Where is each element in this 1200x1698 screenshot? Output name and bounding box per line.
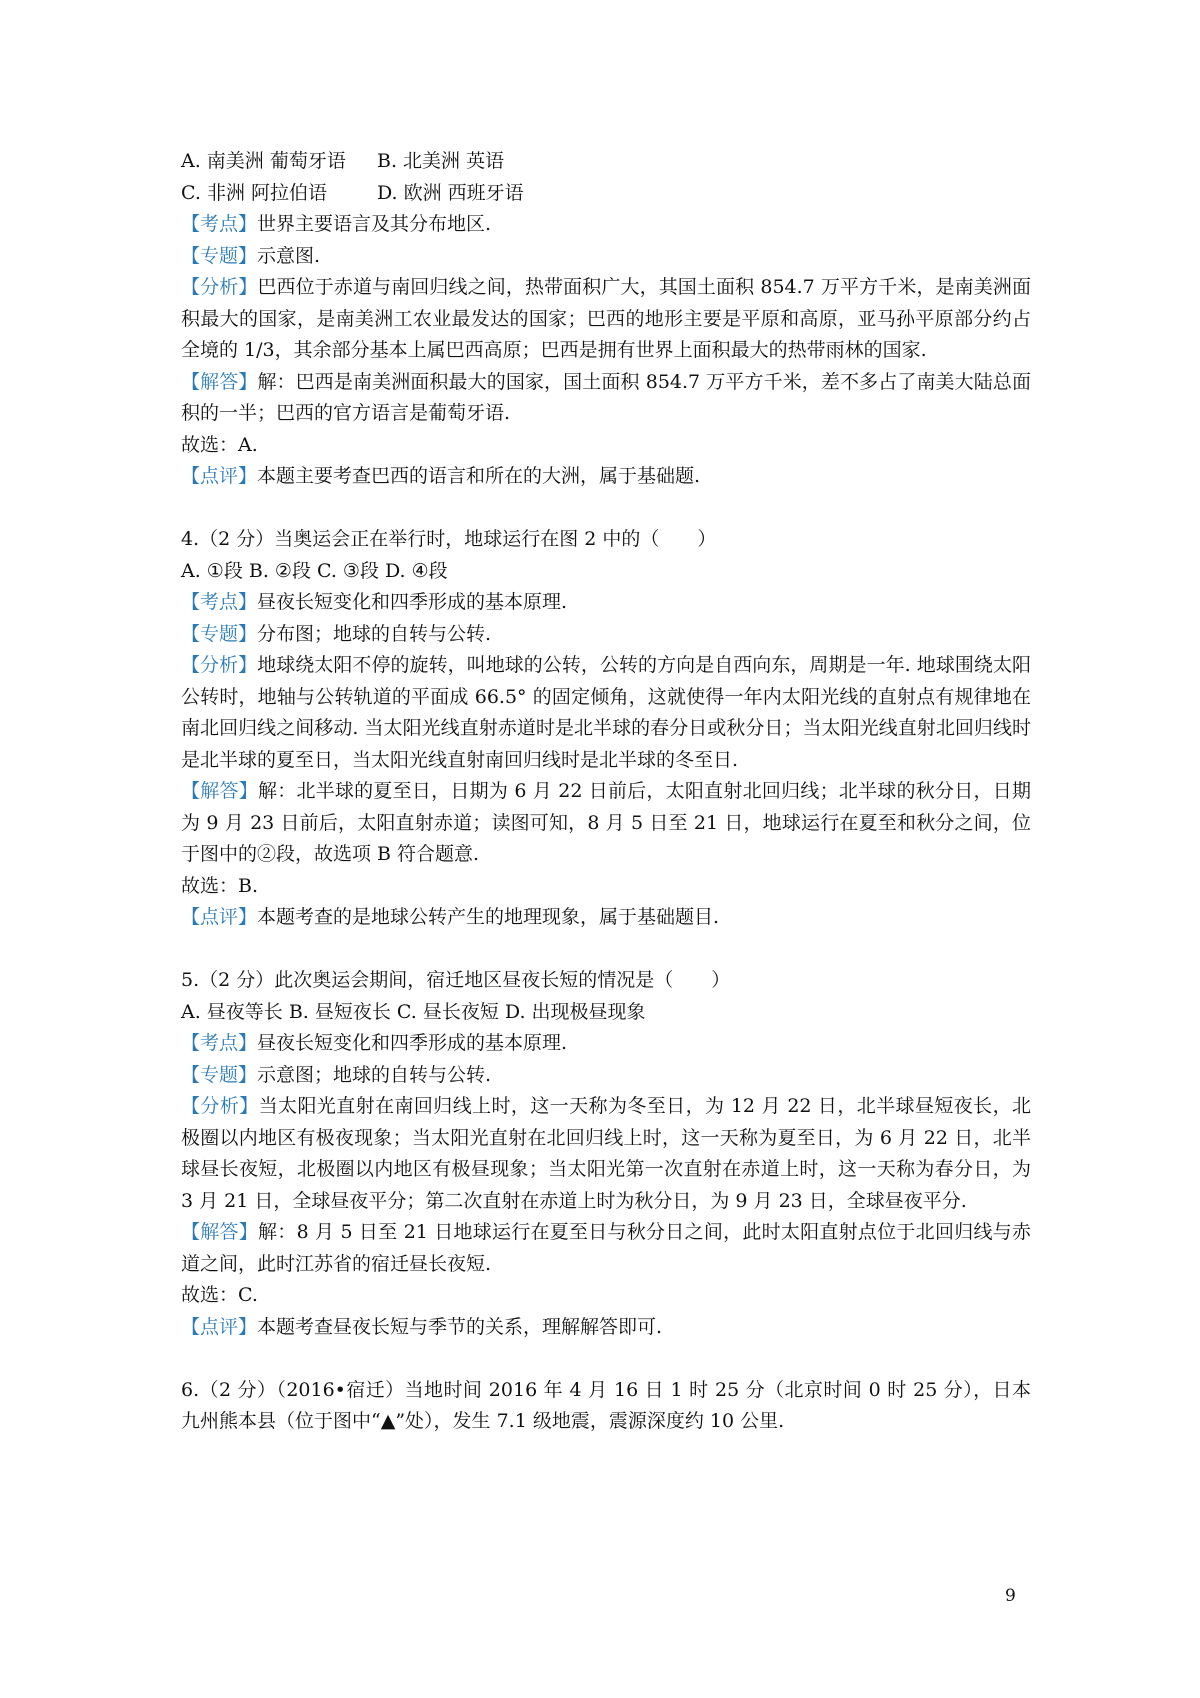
q3-options-row-1 <box>181 146 1031 178</box>
page-content <box>181 146 1031 1438</box>
kaodian-tag: 【考点】 <box>181 1032 258 1054</box>
q3-dianping <box>181 461 1031 493</box>
kaodian-text: 世界主要语言及其分布地区. <box>257 213 492 235</box>
q3-answer: 故选：A. <box>181 433 258 456</box>
q3-option-b: B. 北美洲 英语 <box>377 150 505 172</box>
q4-kaodian <box>181 587 1031 619</box>
q3-kaodian <box>181 209 1031 241</box>
kaodian-tag: 【考点】 <box>181 213 258 235</box>
dianping-text: 本题考查昼夜长短与季节的关系，理解解答即可. <box>257 1315 663 1338</box>
spacer <box>181 934 1031 966</box>
jieda-tag: 【解答】 <box>181 780 258 802</box>
dianping-tag: 【点评】 <box>181 906 258 928</box>
q3-option-a: A. 南美洲 葡萄牙语 <box>181 150 346 172</box>
q4-answer: 故选：B. <box>181 874 259 897</box>
page-number: 9 <box>1005 1586 1016 1606</box>
kaodian-tag: 【考点】 <box>181 591 258 613</box>
q5-answer: 故选：C. <box>181 1284 258 1306</box>
q5-dianping <box>181 1312 1031 1344</box>
kaodian-text: 昼夜长短变化和四季形成的基本原理. <box>257 591 568 613</box>
zhuanti-tag: 【专题】 <box>181 1063 258 1086</box>
zhuanti-text: 分布图；地球的自转与公转. <box>257 622 492 645</box>
dianping-tag: 【点评】 <box>181 1315 258 1338</box>
fenxi-tag: 【分析】 <box>181 276 258 298</box>
zhuanti-tag: 【专题】 <box>181 622 258 645</box>
q5-fenxi <box>181 1091 1031 1217</box>
jieda-text: 解：北半球的夏至日，日期为 6 月 22 日前后，太阳直射北回归线；北半球的秋分日，日期为 9 月 23 日前后，太阳直射赤道；读图可知，8 月 5 日至 21 日，地球运行在夏至和秋分之间，位于图中的②段，故选项 B 符合题意. <box>181 780 1031 865</box>
q5-jieda <box>181 1217 1031 1280</box>
q5-options: A. 昼夜等长 B. 昼短夜长 C. 昼长夜短 D. 出现极昼现象 <box>181 1000 646 1023</box>
q3-option-c: C. 非洲 阿拉伯语 <box>181 181 327 204</box>
q5-kaodian <box>181 1028 1031 1060</box>
dianping-tag: 【点评】 <box>181 465 258 487</box>
fenxi-tag: 【分析】 <box>181 1095 259 1117</box>
zhuanti-text: 示意图；地球的自转与公转. <box>257 1063 492 1086</box>
fenxi-text: 地球绕太阳不停的旋转，叫地球的公转，公转的方向是自西向东，周期是一年. 地球围绕太阳公转时，地轴与公转轨道的平面成 66.5° 的固定倾角，这就使得一年内太阳光线的直射点有规律地在南北回归线之间移动. 当太阳光线直射赤道时是北半球的春分日或秋分日；当太阳光线直射北回归线时是北半球的夏至日，当太阳光线直射南回归线时是北半球的冬至日. <box>181 654 1031 771</box>
q4-stem: 4.（2 分）当奥运会正在举行时，地球运行在图 2 中的（ ） <box>181 528 717 550</box>
fenxi-text: 当太阳光直射在南回归线上时，这一天称为冬至日，为 12 月 22 日，北半球昼短夜长，北极圈以内地区有极夜现象；当太阳光直射在北回归线上时，这一天称为夏至日，为 6 月 22 日，北半球昼长夜短，北极圈以内地区有极昼现象；当太阳光第一次直射在赤道上时，这一天称为春分日，为 3 月 21 日，全球昼夜平分；第二次直射在赤道上时为秋分日，为 9 月 23 日，全球昼夜平分. <box>181 1095 1031 1212</box>
q4-fenxi <box>181 650 1031 776</box>
zhuanti-tag: 【专题】 <box>181 244 258 267</box>
jieda-text: 解：巴西是南美洲面积最大的国家，国土面积 854.7 万平方千米，差不多占了南美大陆总面积的一半；巴西的官方语言是葡萄牙语. <box>181 370 1031 424</box>
fenxi-tag: 【分析】 <box>181 654 258 676</box>
jieda-text: 解：8 月 5 日至 21 日地球运行在夏至日与秋分日之间，此时太阳直射点位于北回归线与赤道之间，此时江苏省的宿迁昼长夜短. <box>181 1221 1031 1275</box>
q4-dianping <box>181 902 1031 934</box>
q4-options: A. ①段 B. ②段 C. ③段 D. ④段 <box>181 559 448 582</box>
dianping-text: 本题主要考查巴西的语言和所在的大洲，属于基础题. <box>257 465 701 487</box>
q4-zhuanti <box>181 619 1031 651</box>
spacer <box>181 493 1031 525</box>
q3-options-row-2 <box>181 178 1031 210</box>
q3-fenxi <box>181 272 1031 367</box>
q4-jieda <box>181 776 1031 871</box>
fenxi-text: 巴西位于赤道与南回归线之间，热带面积广大，其国土面积 854.7 万平方千米，是南美洲面积最大的国家，是南美洲工农业最发达的国家；巴西的地形主要是平原和高原，亚马孙平原部分约占全境的 1/3，其余部分基本上属巴西高原；巴西是拥有世界上面积最大的热带雨林的国家. <box>181 276 1031 361</box>
q5-zhuanti <box>181 1060 1031 1092</box>
q3-zhuanti <box>181 241 1031 273</box>
spacer <box>181 1343 1031 1375</box>
kaodian-text: 昼夜长短变化和四季形成的基本原理. <box>257 1032 568 1054</box>
dianping-text: 本题考查的是地球公转产生的地理现象，属于基础题目. <box>257 906 720 928</box>
jieda-tag: 【解答】 <box>181 1221 259 1243</box>
jieda-tag: 【解答】 <box>181 370 258 393</box>
q3-option-d: D. 欧洲 西班牙语 <box>377 181 524 204</box>
q6-stem: 6.（2 分）（2016•宿迁）当地时间 2016 年 4 月 16 日 1 时 25 分（北京时间 0 时 25 分），日本九州熊本县（位于图中“▲”处），发生 7.1 级地震，震源深度约 10 公里. <box>181 1378 1031 1432</box>
q3-jieda <box>181 367 1031 430</box>
zhuanti-text: 示意图. <box>257 244 321 267</box>
q5-stem: 5.（2 分）此次奥运会期间，宿迁地区昼夜长短的情况是（ ） <box>181 969 731 991</box>
